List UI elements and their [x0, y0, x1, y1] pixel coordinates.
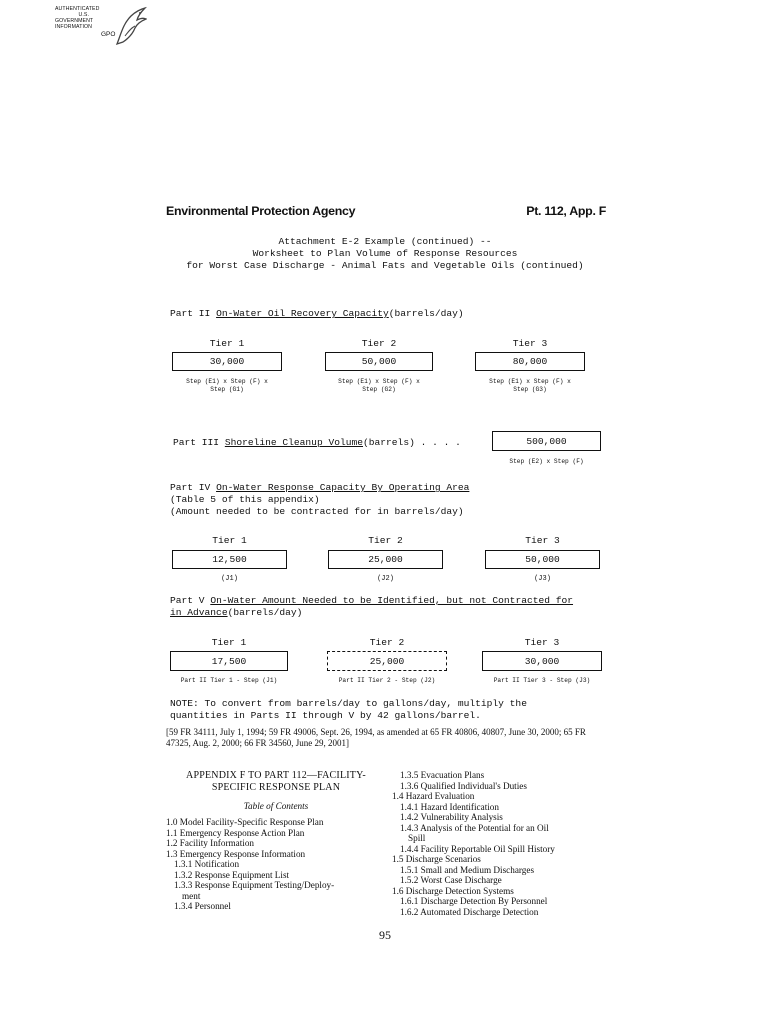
part2-tier2-caption-line-1: Step (E1) x Step (F) x: [338, 378, 420, 385]
part2-tier1-caption-line-1: Step (E1) x Step (F) x: [186, 378, 268, 385]
part4-heading-text: On-Water Response Capacity By Operating Area: [216, 482, 470, 493]
part5-prefix: Part V: [170, 595, 211, 606]
logo-line-1: AUTHENTICATED: [55, 6, 100, 12]
part4-tier1-value: 12,500: [172, 550, 287, 569]
part2-tier3-label: Tier 3: [512, 338, 548, 349]
worksheet-title-line-2: Worksheet to Plan Volume of Response Resources: [252, 248, 518, 259]
toc-right-list: [392, 770, 612, 917]
note-line-1: NOTE: To convert from barrels/day to gallons/day, multiply the: [170, 698, 527, 709]
logo-line-2: U.S. GOVERNMENT: [55, 12, 94, 24]
part2-tier2-label: Tier 2: [361, 338, 397, 349]
toc-item: 1.4.4 Facility Reportable Oil Spill History: [400, 843, 555, 854]
part2-heading-text: On-Water Oil Recovery Capacity: [216, 308, 389, 319]
part5-tier3-label: Tier 3: [524, 637, 560, 648]
part4-tier2-label: Tier 2: [368, 535, 403, 546]
amendment-citation: [59 FR 34111, July 1, 1994; 59 FR 49006, Sept. 26, 1994, as amended at 65 FR 40806, 40807, June 30, 2000; 65 FR 47325, Aug. 2, 2000; 66 FR 34560, June 29, 2001]: [166, 727, 586, 748]
part2-tier3-value: 80,000: [475, 352, 585, 371]
part4-line-2: (Table 5 of this appendix): [170, 494, 320, 505]
part4-heading: [170, 482, 469, 493]
part5-tier2-caption: Part II Tier 2 - Step (J2): [338, 677, 436, 684]
part2-heading: [170, 308, 464, 319]
toc-item: 1.6.2 Automated Discharge Detection: [400, 906, 539, 917]
appendix-left-column: [166, 770, 386, 912]
agency-header: Environmental Protection Agency: [166, 204, 356, 218]
page-number: 95: [379, 928, 391, 942]
part2-tier2-caption-line-2: Step (G2): [362, 386, 396, 393]
part3-heading-text: Shoreline Cleanup Volume: [224, 437, 364, 448]
part5-heading-line-1: [170, 595, 573, 606]
part3-caption: Step (E2) x Step (F): [509, 458, 584, 465]
logo-gpo-text: GPO: [101, 31, 116, 38]
toc-item: 1.6.1 Discharge Detection By Personnel: [400, 896, 548, 906]
part5-tier1-label: Tier 1: [211, 637, 247, 648]
toc-item: 1.4.2 Vulnerability Analysis: [400, 812, 503, 822]
part5-heading-text-2: in Advance: [170, 607, 228, 618]
part5-suffix: (barrels/day): [227, 607, 303, 618]
toc-item: 1.3.6 Qualified Individual's Duties: [400, 780, 527, 791]
logo-line-3: INFORMATION: [55, 24, 93, 30]
part5-tier2-label: Tier 2: [369, 637, 405, 648]
gpo-authentication-logo: [55, 6, 145, 50]
toc-left-list: [166, 817, 386, 912]
part5-tier3-value: 30,000: [482, 651, 602, 671]
part4-tier2-caption: (J2): [377, 575, 394, 583]
part5-tier1-caption: Part II Tier 1 - Step (J1): [180, 677, 278, 684]
part2-tier1-label: Tier 1: [209, 338, 245, 349]
part4-line-3: (Amount needed to be contracted for in barrels/day): [170, 506, 464, 517]
part4-tier3-value: 50,000: [485, 550, 600, 569]
toc-item: 1.5 Discharge Scenarios: [392, 854, 481, 864]
toc-item: 1.3.2 Response Equipment List: [174, 869, 290, 880]
part5-heading-line-2: [170, 607, 302, 618]
part2-tier3-caption: [475, 378, 585, 394]
toc-item: 1.4 Hazard Evaluation: [392, 791, 475, 801]
toc-item: ment: [182, 890, 201, 901]
part4-tier3-caption: (J3): [534, 575, 551, 583]
part4-tier2-value: 25,000: [328, 550, 443, 569]
note-line-2: quantities in Parts II through V by 42 gallons/barrel.: [170, 710, 481, 721]
part4-tier1-label: Tier 1: [212, 535, 247, 546]
toc-item: 1.3.1 Notification: [174, 859, 240, 869]
toc-item: 1.0 Model Facility-Specific Response Plan: [166, 817, 324, 827]
part2-tier3-caption-line-2: Step (G3): [513, 386, 547, 393]
part2-tier3-caption-line-1: Step (E1) x Step (F) x: [489, 378, 571, 385]
part4-prefix: Part IV: [170, 482, 217, 493]
toc-item: 1.4.1 Hazard Identification: [400, 801, 499, 812]
appendix-title-line-1: APPENDIX F TO PART 112—FACILITY-: [186, 770, 366, 781]
toc-item: 1.2 Facility Information: [166, 838, 255, 848]
part5-tier1-value: 17,500: [170, 651, 288, 671]
part4-tier1-caption: (J1): [221, 575, 238, 583]
part3-suffix: (barrels) . . . .: [363, 437, 461, 448]
toc-item: 1.5.2 Worst Case Discharge: [400, 875, 502, 885]
toc-item: 1.3.4 Personnel: [174, 901, 231, 911]
part2-prefix: Part II: [170, 308, 217, 319]
toc-item: 1.4.3 Analysis of the Potential for an Oil: [400, 822, 549, 833]
toc-item: 1.6 Discharge Detection Systems: [392, 885, 514, 896]
part3-prefix: Part III: [173, 437, 225, 448]
worksheet-title-line-3: for Worst Case Discharge - Animal Fats and Vegetable Oils (continued): [186, 260, 584, 271]
toc-item: 1.3.3 Response Equipment Testing/Deploy-: [174, 880, 335, 890]
toc-item: 1.1 Emergency Response Action Plan: [166, 827, 305, 838]
eagle-icon: [113, 6, 147, 46]
toc-item: 1.5.1 Small and Medium Discharges: [400, 864, 535, 875]
part-header: Pt. 112, App. F: [526, 204, 606, 218]
part5-tier3-caption: Part II Tier 3 - Step (J3): [493, 677, 591, 684]
appendix-title-line-2: SPECIFIC RESPONSE PLAN: [211, 782, 341, 793]
part2-tier1-caption: [172, 378, 282, 394]
part5-tier2-value: 25,000: [327, 651, 447, 671]
part2-tier2-caption: [325, 378, 433, 394]
part2-tier2-value: 50,000: [325, 352, 433, 371]
part5-heading-text-1: On-Water Amount Needed to be Identified, but not Contracted for: [210, 595, 574, 606]
toc-heading: Table of Contents: [243, 801, 309, 811]
part2-tier1-value: 30,000: [172, 352, 282, 371]
toc-item: 1.3 Emergency Response Information: [166, 848, 306, 859]
part2-suffix: (barrels/day): [388, 308, 464, 319]
part2-tier1-caption-line-2: Step (G1): [210, 386, 244, 393]
part3-heading: [173, 437, 461, 448]
toc-item: Spill: [408, 833, 426, 843]
part3-value: 500,000: [492, 431, 601, 451]
worksheet-title-line-1: Attachment E-2 Example (continued) --: [278, 236, 492, 247]
toc-item: 1.3.5 Evacuation Plans: [400, 770, 485, 780]
part4-tier3-label: Tier 3: [525, 535, 560, 546]
